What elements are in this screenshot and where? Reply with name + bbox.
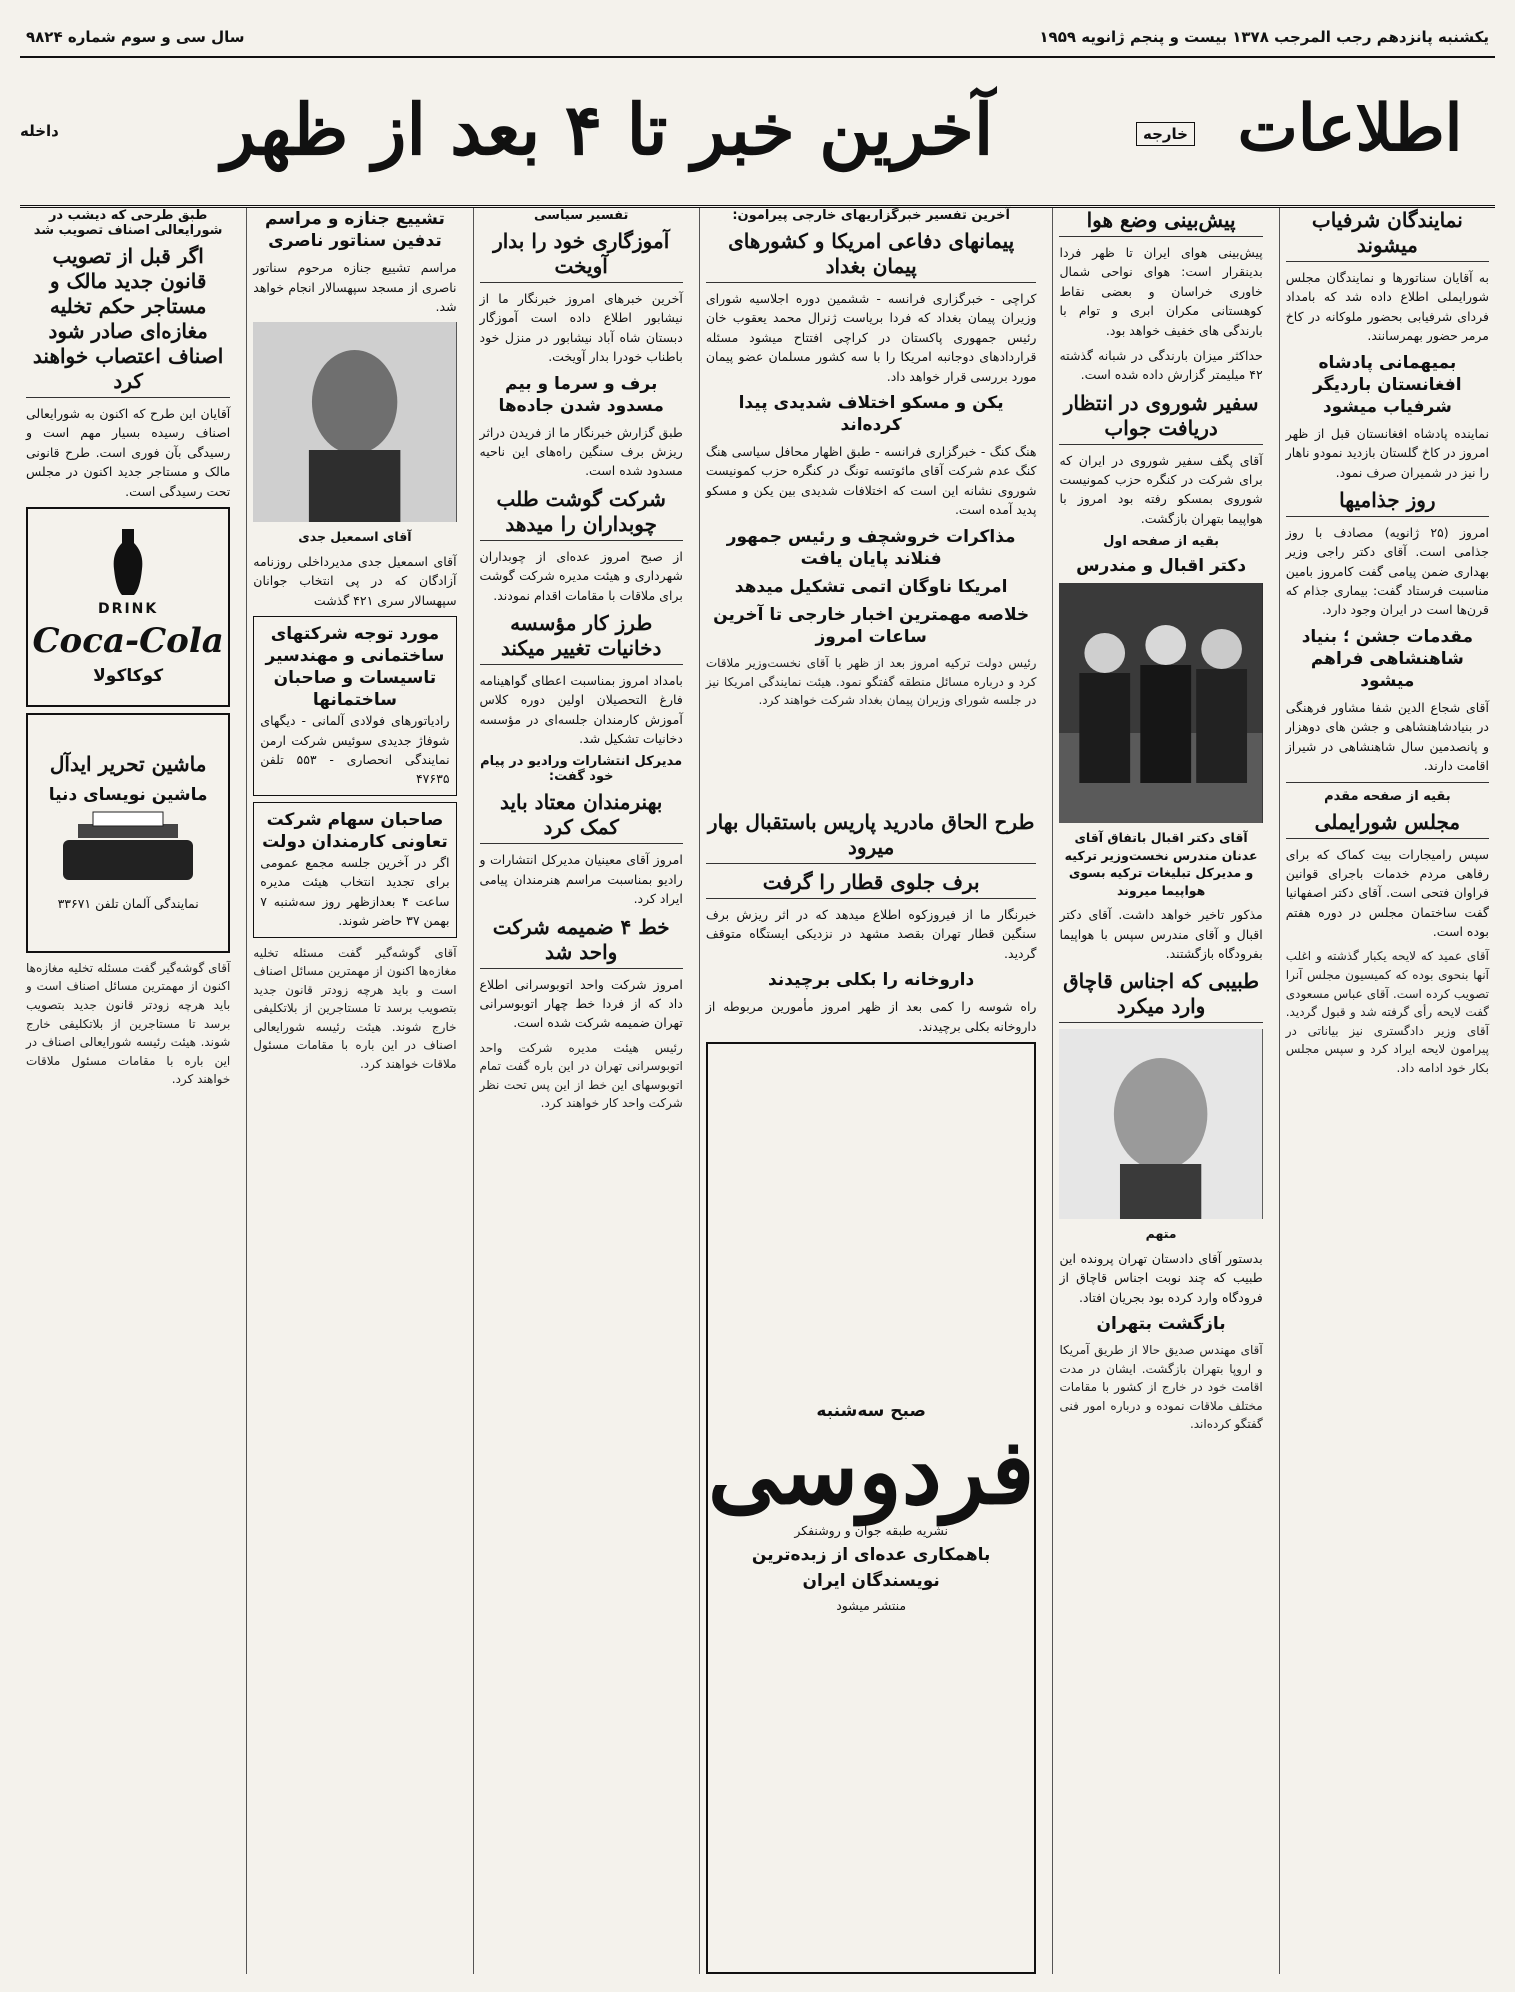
article-weather-rain: حداکثر میزان بارندگی در شبانه گذشته ۴۲ میلیمتر گزارش داده شده است. — [1059, 347, 1263, 383]
kicker-guild: طبق طرحی که دیشب در شورایعالی اصناف تصویب شد — [33, 208, 223, 238]
column-5 — [246, 208, 462, 1974]
article-afghan-king: نماینده پادشاه افغانستان قبل از ظهر امروز در کاخ گلستان بازدید نمودو ناهار را نیز در شمیران صرف نمود. — [1285, 425, 1489, 480]
notice-title: صاحبان سهام شرکت تعاونی کارمندان دولت — [262, 809, 448, 852]
photo-eghbal-menderes — [1059, 583, 1262, 823]
article-celebration: آقای شجاع الدین شفا مشاور فرهنگی در بنیادشاهنشاهی و جشن های دوهزار و پانصدمین سال شاهنشاهی در شیراز اقامت دارند. — [1285, 700, 1489, 774]
masthead — [20, 58, 1495, 208]
headline-pharmacy: داروخانه را بکلی برچیدند — [768, 970, 975, 991]
headline-return: بازگشت بتهران — [1096, 1313, 1226, 1334]
ad-construction-title: مورد توجه شرکتهای ساختمانی و مهندسیر تاسیسات و صاحبان ساختمانها — [265, 623, 445, 711]
typewriter-advertisement — [26, 713, 230, 953]
headline-tobacco: طرز کار مؤسسه دخانیات تغییر میکند — [480, 611, 683, 665]
column-6 — [20, 208, 236, 1974]
article-guild-strike: آقایان این طرح که اکنون به شورایعالی اصناف رسیده بسیار مهم است و رسیدگی بآن فوری است. طرح قانونی مالک و مستاجر جدید اکنون در مجلس تحت رسیدگی است. — [26, 406, 231, 499]
column-1 — [1279, 208, 1495, 1974]
headline-bus-line: خط ۴ ضمیمه شرکت واحد شد — [480, 915, 683, 969]
article-weather: پیش‌بینی هوای ایران تا ظهر فردا بدینقرار است: هوای نواحی شمال خاوری خراسان و بعضی نقاط کوهستانی مکران ابری و توام با بارندگی های خفیف خواهد بود. — [1059, 245, 1263, 338]
notice-text: اگر در آخرین جلسه مجمع عمومی برای تجدید انتخاب هیئت مدیره ساعت ۴ بعدازظهر روز سه‌شنبه ۷ بهمن ۳۷ حاضر شوند. — [260, 855, 450, 929]
ad-brand-fa: کوکاکولا — [93, 665, 164, 686]
column-3 — [699, 208, 1043, 1974]
photo-doctor-label: متهم — [1145, 1226, 1177, 1242]
article-leprosy-day: امروز (۲۵ ژانویه) مصادف با روز جذامی است. آقای دکتر راجی وزیر بهداری ضمن پیامی گفت کامروز بامین مناسبت فرستاد گفت: بیماری جذام که قرن‌ها است در ایران وجود دارد. — [1285, 524, 1489, 618]
headline-majlis: مجلس شورایملی — [1286, 810, 1489, 839]
section-foreign-label: خارجه — [1136, 122, 1195, 146]
article-snow-roads: طبق گزارش خبرنگار ما از فریدن دراثر ریزش برف سنگین راه‌های این ناحیه مسدود شده است. — [479, 424, 683, 479]
article-tobacco: بامداد امروز بمناسبت اعطای گواهینامه فارغ التحصیلان اولین دوره کلاس آموزش کارمندان جلسه‌ای در مؤسسه دخانیات تشکیل شد. — [479, 672, 683, 747]
shareholders-notice — [253, 802, 456, 938]
kicker-analysis: آخرین تفسیر خبرگزاریهای خارجی پیرامون: — [732, 208, 1010, 223]
article-majlis: سپس رامیجارات بیت کماک که برای رفاهی مردم خدمات باجرای قوانین فراوان فتحی است. آقای دکتر اصفهانیا گفت ساختمان مجلس در دوره هفتم بوده است. — [1285, 846, 1489, 940]
article-guild-continued: آقای گوشه‌گیر گفت مسئله تخلیه مغازه‌ها اکنون از مهمترین مسائل اصناف است و باید هرچه زودتر قانون جدید بتصویب برسد تا مستاجرین از بلاتکلیفی خارج شوند. هیئت رئیسه شورایعالی اصناف در این باره با مقامات مسئول ملاقات خواهند کرد. — [253, 945, 457, 1072]
headline-artists: بهنرمندان معتاد باید کمک کرد — [480, 790, 683, 844]
article-teacher: آخرین خبرهای امروز خبرنگار ما از نیشابور اطلاع داده است آموزگار دبستان شاه آباد نیشابور در منزل خود باطناب خودرا بدار آویخت. — [479, 291, 683, 365]
article-pharmacy: راه شوسه را کمی بعد از ظهر امروز مأمورین مربوطه از داروخانه بکلی برچیدند. — [705, 999, 1037, 1034]
headline-smuggling-doctor: طبیبی که اجناس قاچاق وارد میکرد — [1059, 969, 1262, 1023]
headline-baghdad-pact: پیمانهای دفاعی امریکا و کشورهای پیمان بغداد — [706, 229, 1037, 283]
construction-advertisement — [253, 616, 456, 796]
divider — [1286, 782, 1489, 783]
ad-drink: DRINK — [98, 600, 159, 617]
headline-khrushchev-finland: مذاکرات خروشچف و رئیس جمهور فنلاند پایان یافت — [726, 526, 1016, 569]
article-funeral: مراسم تشییع جنازه مرحوم سناتور ناصری از مسجد سپهسالار انجام خواهد شد. — [253, 260, 457, 314]
coca-cola-advertisement — [26, 507, 230, 707]
article-baghdad-pact: کراچی - خبرگزاری فرانسه - ششمین دوره اجلاسیه شورای وزیران پیمان بغداد که فردا بریاست ژنرال محمد یعقوب خان رئیس جمهوری پاکستان در کراچی افتتاح میشود مسئله قراردادهای دوجانبه امریکا را با سه کشور مسلمان عضو پیمان مورد بررسی قرار خواهد داد. — [705, 291, 1037, 384]
kicker-continued: بقیه از صفحه اول — [1103, 534, 1220, 550]
headline-leprosy-day: روز جذامیها — [1286, 488, 1489, 517]
headline-madrid-paris: طرح الحاق مادرید پاریس باستقبال بهار میرود — [706, 810, 1037, 864]
ad-line-4: منتشر میشود — [836, 1598, 907, 1614]
photo-jeddi-caption: آقای اسمعیل جدی مدیرداخلی روزنامه آزادگان که در پی انتخاب جوانان سپهسالار سری ۴۲۱ گذشت — [253, 553, 457, 608]
article-snow-train: خبرنگار ما از فیروزکوه اطلاع میدهد که در اثر ریزش برف سنگین قطار تهران بقصد مشهد در نزدیکی ایستگاه متوقف گردید. — [705, 907, 1037, 961]
ad-brand: Coca-Cola — [32, 620, 224, 661]
banner-area — [20, 66, 1195, 201]
article-bus-line-continued: رئیس هیئت مدیره شرکت واحد اتوبوسرانی تهران در این باره گفت تمام اتوبوسهای این خط از این پس تحت نظر شرکت واحد کار خواهند کرد. — [479, 1040, 683, 1111]
ad-typewriter-phone: نمایندگی آلمان تلفن ۳۳۶۷۱ — [57, 896, 199, 912]
ad-construction-text: رادیاتورهای فولادی آلمانی - دیگهای شوفاژ جدیدی سوئیس شرکت ارمن نمایندگی انحصاری - ۵۵۳ تلفن ۴۷۶۳۵ — [260, 713, 450, 787]
headline-teacher: آموزگاری خود را بدار آویخت — [480, 229, 683, 283]
headline-guild-strike: اگر قبل از تصویب قانون جدید مالک و مستاجر حکم تخلیه مغازه‌ای صادر شود اصناف اعتصاب خواهند کرد — [26, 244, 230, 398]
article-artists: امروز آقای معینیان مدیرکل انتشارات و رادیو بمناسبت مراسم هنرمندان پیامی ایراد کرد. — [479, 852, 683, 907]
ad-kicker: صبح سه‌شنبه — [816, 1401, 926, 1422]
ad-typewriter-title: ماشین تحریر ایدآل — [49, 752, 207, 777]
ad-line-3: نویسندگان ایران — [802, 1571, 940, 1592]
kicker-continued: بقیه از صفحه مقدم — [1324, 788, 1451, 804]
date-line — [20, 18, 1495, 58]
headline-funeral: تشییع جنازه و مراسم تدفین سناتور ناصری — [264, 209, 445, 252]
article-foreign-summary: رئیس دولت ترکیه امروز بعد از ظهر با آقای نخست‌وزیر ملاقات کرد و درباره مسائل منطقه گفتگو نمود. هیئت نمایندگی امریکا نیز در جلسه شورای وزیران پیمان بغداد شرکت خواهند کرد. — [705, 656, 1037, 708]
headline-peking-moscow: یکن و مسکو اختلاف شدیدی پیدا کرده‌اند — [738, 392, 1004, 435]
article-return: آقای مهندس صدیق حالا از طریق آمریکا و اروپا بتهران بازگشت. ایشان در مدت اقامت خود در خارج از کشور با مقامات مختلف ملاقات نموده و درباره امور فنی گفتگو کرده‌اند. — [1059, 1343, 1263, 1432]
ad-typewriter-subtitle: ماشین نویسای دنیا — [48, 785, 208, 806]
photo-caption: آقای دکتر اقبال باتفاق آقای عدنان مندرس نخست‌وزیر ترکیه و مدیرکل تبلیغات ترکیه بسوی هواپیما میروند — [1064, 830, 1258, 898]
article-majlis-continued: آقای عمید که لایحه یکبار گذشته و اغلب آنها بنحوی بوده که کمیسیون مجلس آنرا تصویب کرده است. آقای عباس مسعودی گفت لایحه رأی گرفته شد و قبول گردید. آقای وزیر دادگستری نیز بیاناتی در پیرامون لایحه ایراد کرد و سپس مجلس بکار خود ادامه داد. — [1285, 949, 1489, 1075]
typewriter-icon — [53, 810, 203, 890]
photo-title: دکتر اقبال و مندرس — [1076, 556, 1247, 577]
ad-magazine-title: فردوسی — [707, 1418, 1035, 1525]
photo-jeddi-label: آقای اسمعیل جدی — [298, 529, 412, 545]
article-peking-moscow: هنگ کنگ - خبرگزاری فرانسه - طبق اظهار محافل سیاسی هنگ کنگ عدم شرکت آقای مائوتسه تونگ در کنگره حزب کمونیست شوروی نشانه این است که اختلافات شدیدی بین یکن و مسکو پدید آمده است. — [705, 444, 1037, 518]
publication-date: یکشنبه پانزدهم رجب المرجب ۱۳۷۸ بیست و پنجم ژانویه ۱۹۵۹ — [1039, 28, 1489, 46]
photo-doctor — [1059, 1029, 1262, 1219]
ferdowsi-advertisement — [706, 1042, 1037, 1974]
kicker-political: تفسیر سیاسی — [534, 208, 629, 223]
section-domestic-label: داخله — [20, 122, 59, 140]
article-deputies: به آقایان سناتورها و نمایندگان مجلس شورایملی اطلاع داده شد که بامداد فردای شرفیابی بحضور ملوکانه در کاخ مرمر حضور بهمرسانند. — [1285, 270, 1489, 344]
headline-snow-roads: برف و سرما و بیم مسدود شدن جاده‌ها — [498, 373, 664, 416]
headline-foreign-summary: خلاصه مهمترین اخبار خارجی تا آخرین ساعات امروز — [713, 604, 1030, 647]
headline-celebration: مقدمات جشن ؛ بنیاد شاهنشاهی فراهم میشود — [1301, 626, 1474, 691]
article-smuggling-doctor: بدستور آقای دادستان تهران پرونده این طبیب که چند نوبت اجناس قاچاق از فرودگاه وارد کرده بود بجریان افتاد. — [1059, 1250, 1263, 1305]
newspaper-logo: اطلاعات — [1237, 90, 1463, 166]
headline-weather: پیش‌بینی وضع هوا — [1059, 208, 1262, 237]
column-2 — [1052, 208, 1268, 1974]
kicker-radio: مدیرکل انتشارات ورادیو در پیام خود گفت: — [480, 754, 683, 785]
photo-jeddi — [253, 322, 456, 522]
bottle-icon — [88, 527, 168, 597]
headline-atomic-fleet: امریکا ناوگان اتمی تشکیل میدهد — [734, 576, 1008, 597]
article-grid — [20, 208, 1495, 1974]
article-bus-line: امروز شرکت واحد اتوبوسرانی اطلاع داد که از فردا خط چهار اتوبوسرانی تهران ضمیمه شرکت شده است. — [479, 976, 683, 1031]
headline-afghan-king: بمیهمانی پادشاه افغانستان باردیگر شرفیاب میشود — [1313, 352, 1462, 417]
banner-headline: آخرین خبر تا ۴ بعد از ظهر — [221, 88, 994, 171]
column-4 — [473, 208, 689, 1974]
headline-deputies: نمایندگان شرفیاب میشوند — [1286, 208, 1489, 262]
headline-snow-train: برف جلوی قطار را گرفت — [706, 870, 1037, 899]
ad-line-1: نشریه طبقه جوان و روشنفکر — [794, 1522, 948, 1538]
headline-meat-company: شرکت گوشت طلب چوبداران را میدهد — [480, 487, 683, 541]
article-soviet-ambassador: آقای پگف سفیر شوروی در ایران که برای شرکت در کنگره حزب کمونیست شوروی بمسکو رفته بود امروز با هواپیما بتهران بازگشت. — [1059, 452, 1263, 526]
issue-number: سال سی و سوم شماره ۹۸۲۴ — [26, 28, 245, 46]
article-meat-company: از صبح امروز عده‌ای از چوبداران شهرداری و هیئت مدیره شرکت گوشت برای ملاقات با مقامات اقدام نمودند. — [479, 548, 683, 603]
article-guild-strike-continued: آقای گوشه‌گیر گفت مسئله تخلیه مغازه‌ها اکنون از مهمترین مسائل اصناف است و باید هرچه زودتر قانون جدید بتصویب برسد تا مستاجرین از بلاتکلیفی خارج شوند. هیئت رئیسه شورایعالی اصناف در این باره با مقامات مسئول ملاقات خواهند کرد. — [26, 960, 231, 1087]
ad-line-2: باهمکاری عده‌ای از زبده‌ترین — [751, 1544, 991, 1565]
article-menderes-visit: مذکور تاخیر خواهد داشت. آقای دکتر اقبال و آقای مندرس سپس با هواپیما بفرودگاه بازگشتند. — [1059, 907, 1263, 961]
headline-soviet-ambassador: سفیر شوروی در انتظار دریافت جواب — [1059, 391, 1262, 445]
